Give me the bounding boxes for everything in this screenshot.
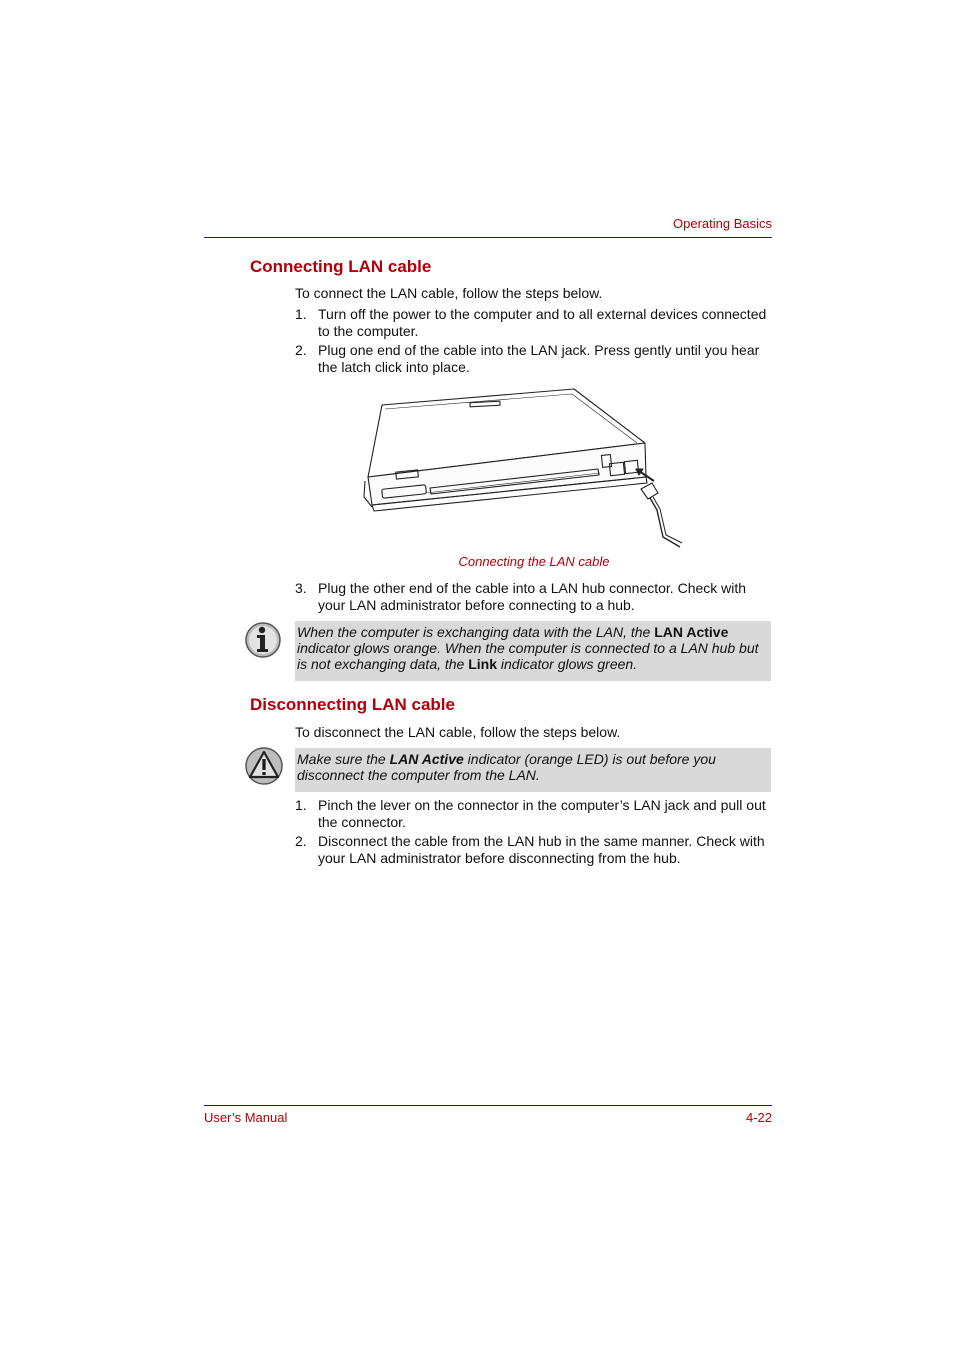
running-header: Operating Basics: [673, 216, 772, 231]
step-number: 2.: [295, 833, 307, 849]
laptop-lan-figure: [360, 385, 690, 553]
footer-rule: [204, 1105, 772, 1106]
step-text: Turn off the power to the computer and to all external devices connected to the computer.: [318, 306, 767, 339]
note-text: indicator glows green.: [497, 656, 638, 672]
note-bold: LAN Active: [654, 624, 729, 640]
note-text: indicator glows orange. When the computer is connected to a LAN hub but is not exchanging data, the: [297, 640, 759, 672]
step-number: 1.: [295, 797, 307, 813]
step-number: 3.: [295, 580, 307, 596]
header-rule: [204, 237, 772, 238]
info-icon: [244, 620, 282, 660]
section-heading-disconnecting: Disconnecting LAN cable: [250, 695, 455, 714]
note-text: When the computer is exchanging data with the LAN, the: [297, 624, 655, 640]
disconnecting-intro: To disconnect the LAN cable, follow the steps below.: [295, 724, 621, 740]
caution-note: [295, 748, 771, 792]
caution-text: Make sure the: [297, 751, 390, 767]
note-bold: Link: [468, 656, 498, 672]
section-heading-connecting: Connecting LAN cable: [250, 257, 432, 276]
step-text: Plug the other end of the cable into a LAN hub connector. Check with your LAN administrator before connecting to a hub.: [318, 580, 747, 613]
step-number: 2.: [295, 342, 307, 358]
step-text: Disconnect the cable from the LAN hub in the same manner. Check with your LAN administrator before disconnecting from the hub.: [318, 833, 765, 866]
caution-text: indicator (orange LED) is out before you disconnect the computer from the LAN.: [297, 751, 716, 783]
step-number: 1.: [295, 306, 307, 322]
step-text: Pinch the lever on the connector in the computer’s LAN jack and pull out the connector.: [318, 797, 766, 830]
figure-caption: Connecting the LAN cable: [458, 554, 610, 569]
connecting-intro: To connect the LAN cable, follow the steps below.: [295, 285, 603, 301]
footer-manual-title: User’s Manual: [204, 1110, 288, 1125]
step-text: Plug one end of the cable into the LAN jack. Press gently until you hear the latch click into place.: [318, 342, 760, 375]
page-number: 4-22: [745, 1110, 772, 1125]
caution-bold: LAN Active: [389, 751, 464, 767]
warning-icon: [244, 746, 284, 786]
info-note: [295, 621, 771, 681]
